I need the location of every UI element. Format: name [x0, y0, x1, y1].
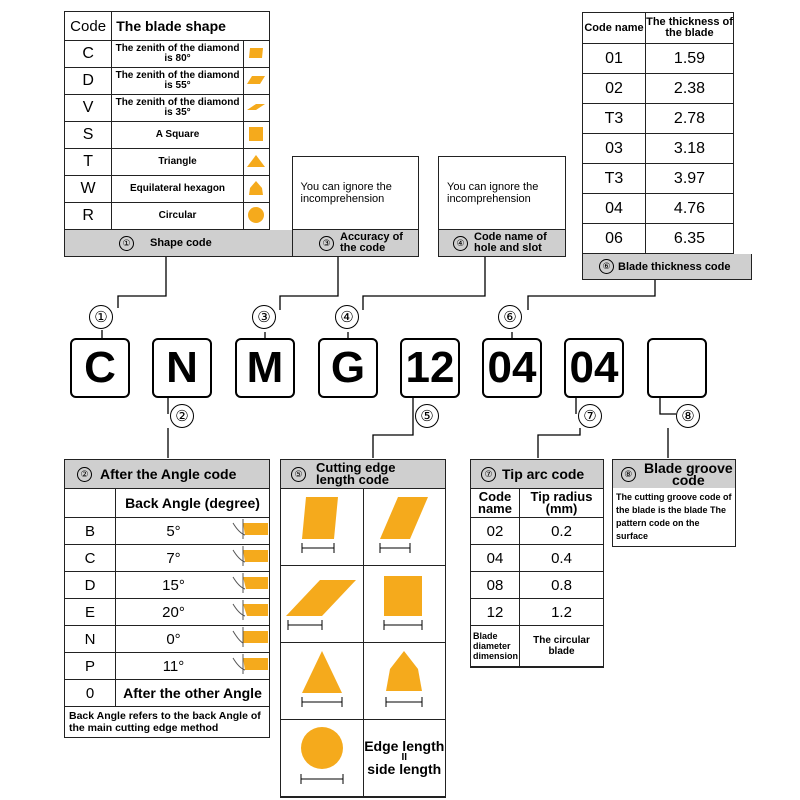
tip-code: 04 [471, 545, 520, 572]
angle-footnote: Back Angle refers to the back Angle of the main cutting edge method [69, 710, 261, 734]
caption-number: ② [77, 467, 92, 482]
tip-radius: 0.8 [520, 572, 604, 599]
angle-value: 15° [116, 572, 232, 599]
connector-line [363, 256, 485, 310]
table-row [65, 545, 270, 572]
insert-profile-icon [231, 627, 269, 647]
tip-radius-header: Tip radius (mm) [520, 489, 604, 518]
thickness-code: 01 [583, 44, 646, 74]
shape-code-value: V [65, 95, 112, 122]
marker-3: ③ [252, 305, 276, 329]
diameter-label: Blade diameter dimension [471, 626, 520, 667]
groove-text: The cutting groove code of the blade is the blade The pattern code on the surface [616, 492, 732, 541]
thickness-code: 04 [583, 194, 646, 224]
hole-text: You can ignore the incomprehension [447, 181, 539, 205]
insert-profile-icon [231, 654, 269, 674]
shape-code-panel [64, 11, 270, 257]
edge-length-label: Edge length [364, 738, 445, 754]
thickness-code: T3 [583, 164, 646, 194]
thickness-value: 4.76 [646, 194, 734, 224]
angle-code: D [65, 572, 116, 599]
table-row [65, 41, 270, 68]
code-header: Code [65, 12, 112, 41]
hole-panel [438, 156, 566, 256]
thickness-code: 03 [583, 134, 646, 164]
tip-radius: 0.4 [520, 545, 604, 572]
tip-code-header: Code name [471, 489, 520, 518]
square-shape-icon [372, 570, 436, 634]
circle-icon [247, 206, 265, 224]
rhombus-55-shape-icon [372, 493, 436, 557]
code-name-header: Code name [583, 13, 646, 44]
table-row [583, 74, 734, 104]
tip-caption [471, 460, 603, 488]
square-icon [248, 126, 264, 142]
caption-number: ⑦ [481, 467, 496, 482]
table-row [583, 104, 734, 134]
angle-value: After the other Angle [116, 680, 270, 707]
groove-panel [612, 459, 736, 547]
shape-code-caption [64, 230, 326, 257]
angle-code: E [65, 599, 116, 626]
thickness-code: 02 [583, 74, 646, 104]
triangle-icon [246, 154, 266, 168]
table-row [471, 626, 604, 667]
shape-code-value: C [65, 41, 112, 68]
table-row [471, 518, 604, 545]
shape-desc: The zenith of the diamond is 35° [112, 95, 244, 122]
angle-code: B [65, 518, 116, 545]
caption-label: Tip arc code [502, 466, 585, 482]
table-row [65, 149, 270, 176]
thickness-value: 6.35 [646, 224, 734, 254]
accuracy-text: You can ignore the incomprehension [300, 181, 392, 205]
angle-value: 0° [116, 626, 232, 653]
table-row [471, 572, 604, 599]
thickness-header: The thickness of the blade [646, 13, 734, 44]
table-row [471, 545, 604, 572]
caption-number: ⑧ [621, 467, 636, 482]
insert-profile-icon [231, 573, 269, 593]
edge-shape-grid [280, 488, 446, 797]
code-box-angle: N [152, 338, 212, 398]
accuracy-caption [292, 230, 419, 257]
shape-code-value: S [65, 122, 112, 149]
shape-code-value: T [65, 149, 112, 176]
side-length-label: side length [367, 761, 442, 777]
shape-code-value: D [65, 68, 112, 95]
caption-label: Accuracy of the code [340, 231, 403, 254]
tip-table [470, 488, 604, 667]
marker-7: ⑦ [578, 404, 602, 428]
tip-radius: 1.2 [520, 599, 604, 626]
angle-value: 5° [116, 518, 232, 545]
table-row [65, 122, 270, 149]
caption-number: ① [119, 236, 134, 251]
thickness-table [582, 12, 734, 254]
groove-caption [613, 460, 735, 488]
code-box-thickness: 04 [482, 338, 542, 398]
shape-header: The blade shape [112, 12, 270, 41]
circle-shape-icon [290, 722, 354, 790]
trigon-shape-icon [372, 647, 436, 711]
caption-label: Cutting edge length code [316, 460, 396, 487]
thickness-value: 1.59 [646, 44, 734, 74]
caption-number: ③ [319, 236, 334, 251]
table-row [583, 194, 734, 224]
rhombus-35-icon [246, 102, 266, 112]
table-row [65, 572, 270, 599]
angle-value: 11° [116, 653, 232, 680]
connector-line [660, 398, 676, 414]
thickness-value: 3.97 [646, 164, 734, 194]
trigon-icon [247, 180, 265, 196]
angle-code: P [65, 653, 116, 680]
caption-label: Code name of hole and slot [474, 231, 547, 254]
angle-code: C [65, 545, 116, 572]
rhombus-55-icon [246, 74, 266, 86]
shape-desc: A Square [112, 122, 244, 149]
back-angle-header: Back Angle (degree) [116, 489, 270, 518]
caption-number: ④ [453, 236, 468, 251]
rhombus-35-shape-icon [284, 570, 360, 634]
angle-value: 7° [116, 545, 232, 572]
caption-label: Blade thickness code [618, 260, 731, 273]
code-box-shape: C [70, 338, 130, 398]
table-row [65, 599, 270, 626]
table-row [65, 653, 270, 680]
angle-code: N [65, 626, 116, 653]
code-box-groove [647, 338, 707, 398]
table-row [583, 224, 734, 254]
table-row [65, 95, 270, 122]
table-row [65, 626, 270, 653]
edge-caption [281, 460, 445, 488]
shape-desc: Triangle [112, 149, 244, 176]
equals-sign: II [401, 752, 408, 763]
edge-panel [280, 459, 446, 798]
connector-line [373, 398, 413, 458]
shape-code-table [64, 11, 270, 230]
table-row [583, 44, 734, 74]
code-box-edge-length: 12 [400, 338, 460, 398]
tip-panel [470, 459, 604, 668]
angle-table [64, 488, 270, 707]
tip-code: 08 [471, 572, 520, 599]
caption-number: ⑥ [599, 259, 614, 274]
table-row [65, 518, 270, 545]
tip-radius: 0.2 [520, 518, 604, 545]
angle-panel [64, 459, 270, 738]
table-row [583, 164, 734, 194]
accuracy-panel [292, 156, 419, 256]
rhombus-80-shape-icon [292, 493, 352, 557]
caption-number: ⑤ [291, 467, 306, 482]
angle-code: 0 [65, 680, 116, 707]
insert-profile-icon [231, 600, 269, 620]
insert-profile-icon [231, 519, 269, 539]
code-box-accuracy: M [235, 338, 295, 398]
thickness-value: 3.18 [646, 134, 734, 164]
connector-line [538, 428, 580, 458]
diameter-value: The circular blade [520, 626, 604, 667]
connector-line [118, 256, 166, 308]
insert-profile-icon [231, 546, 269, 566]
thickness-code: 06 [583, 224, 646, 254]
table-row [65, 203, 270, 230]
shape-desc: Circular [112, 203, 244, 230]
code-box-tip-arc: 04 [564, 338, 624, 398]
marker-1: ① [89, 305, 113, 329]
thickness-value: 2.78 [646, 104, 734, 134]
thickness-panel [582, 12, 734, 280]
shape-desc: The zenith of the diamond is 80° [112, 41, 244, 68]
marker-8: ⑧ [676, 404, 700, 428]
shape-desc: The zenith of the diamond is 55° [112, 68, 244, 95]
shape-code-value: R [65, 203, 112, 230]
code-box-hole: G [318, 338, 378, 398]
thickness-caption [582, 254, 752, 280]
rhombus-80-icon [247, 46, 265, 60]
angle-value: 20° [116, 599, 232, 626]
caption-label: Shape code [150, 237, 212, 249]
table-row [65, 176, 270, 203]
angle-caption [65, 460, 269, 488]
triangle-shape-icon [290, 647, 354, 711]
marker-2: ② [170, 404, 194, 428]
caption-label: Blade groove code [643, 460, 733, 488]
marker-6: ⑥ [498, 305, 522, 329]
marker-5: ⑤ [415, 404, 439, 428]
tip-code: 12 [471, 599, 520, 626]
hole-caption [438, 230, 566, 257]
thickness-code: T3 [583, 104, 646, 134]
shape-desc: Equilateral hexagon [112, 176, 244, 203]
table-row [471, 599, 604, 626]
table-row [65, 680, 270, 707]
shape-code-value: W [65, 176, 112, 203]
table-row [583, 134, 734, 164]
table-row [65, 68, 270, 95]
caption-label: After the Angle code [100, 466, 237, 482]
connector-line [280, 256, 338, 310]
tip-code: 02 [471, 518, 520, 545]
marker-4: ④ [335, 305, 359, 329]
thickness-value: 2.38 [646, 74, 734, 104]
